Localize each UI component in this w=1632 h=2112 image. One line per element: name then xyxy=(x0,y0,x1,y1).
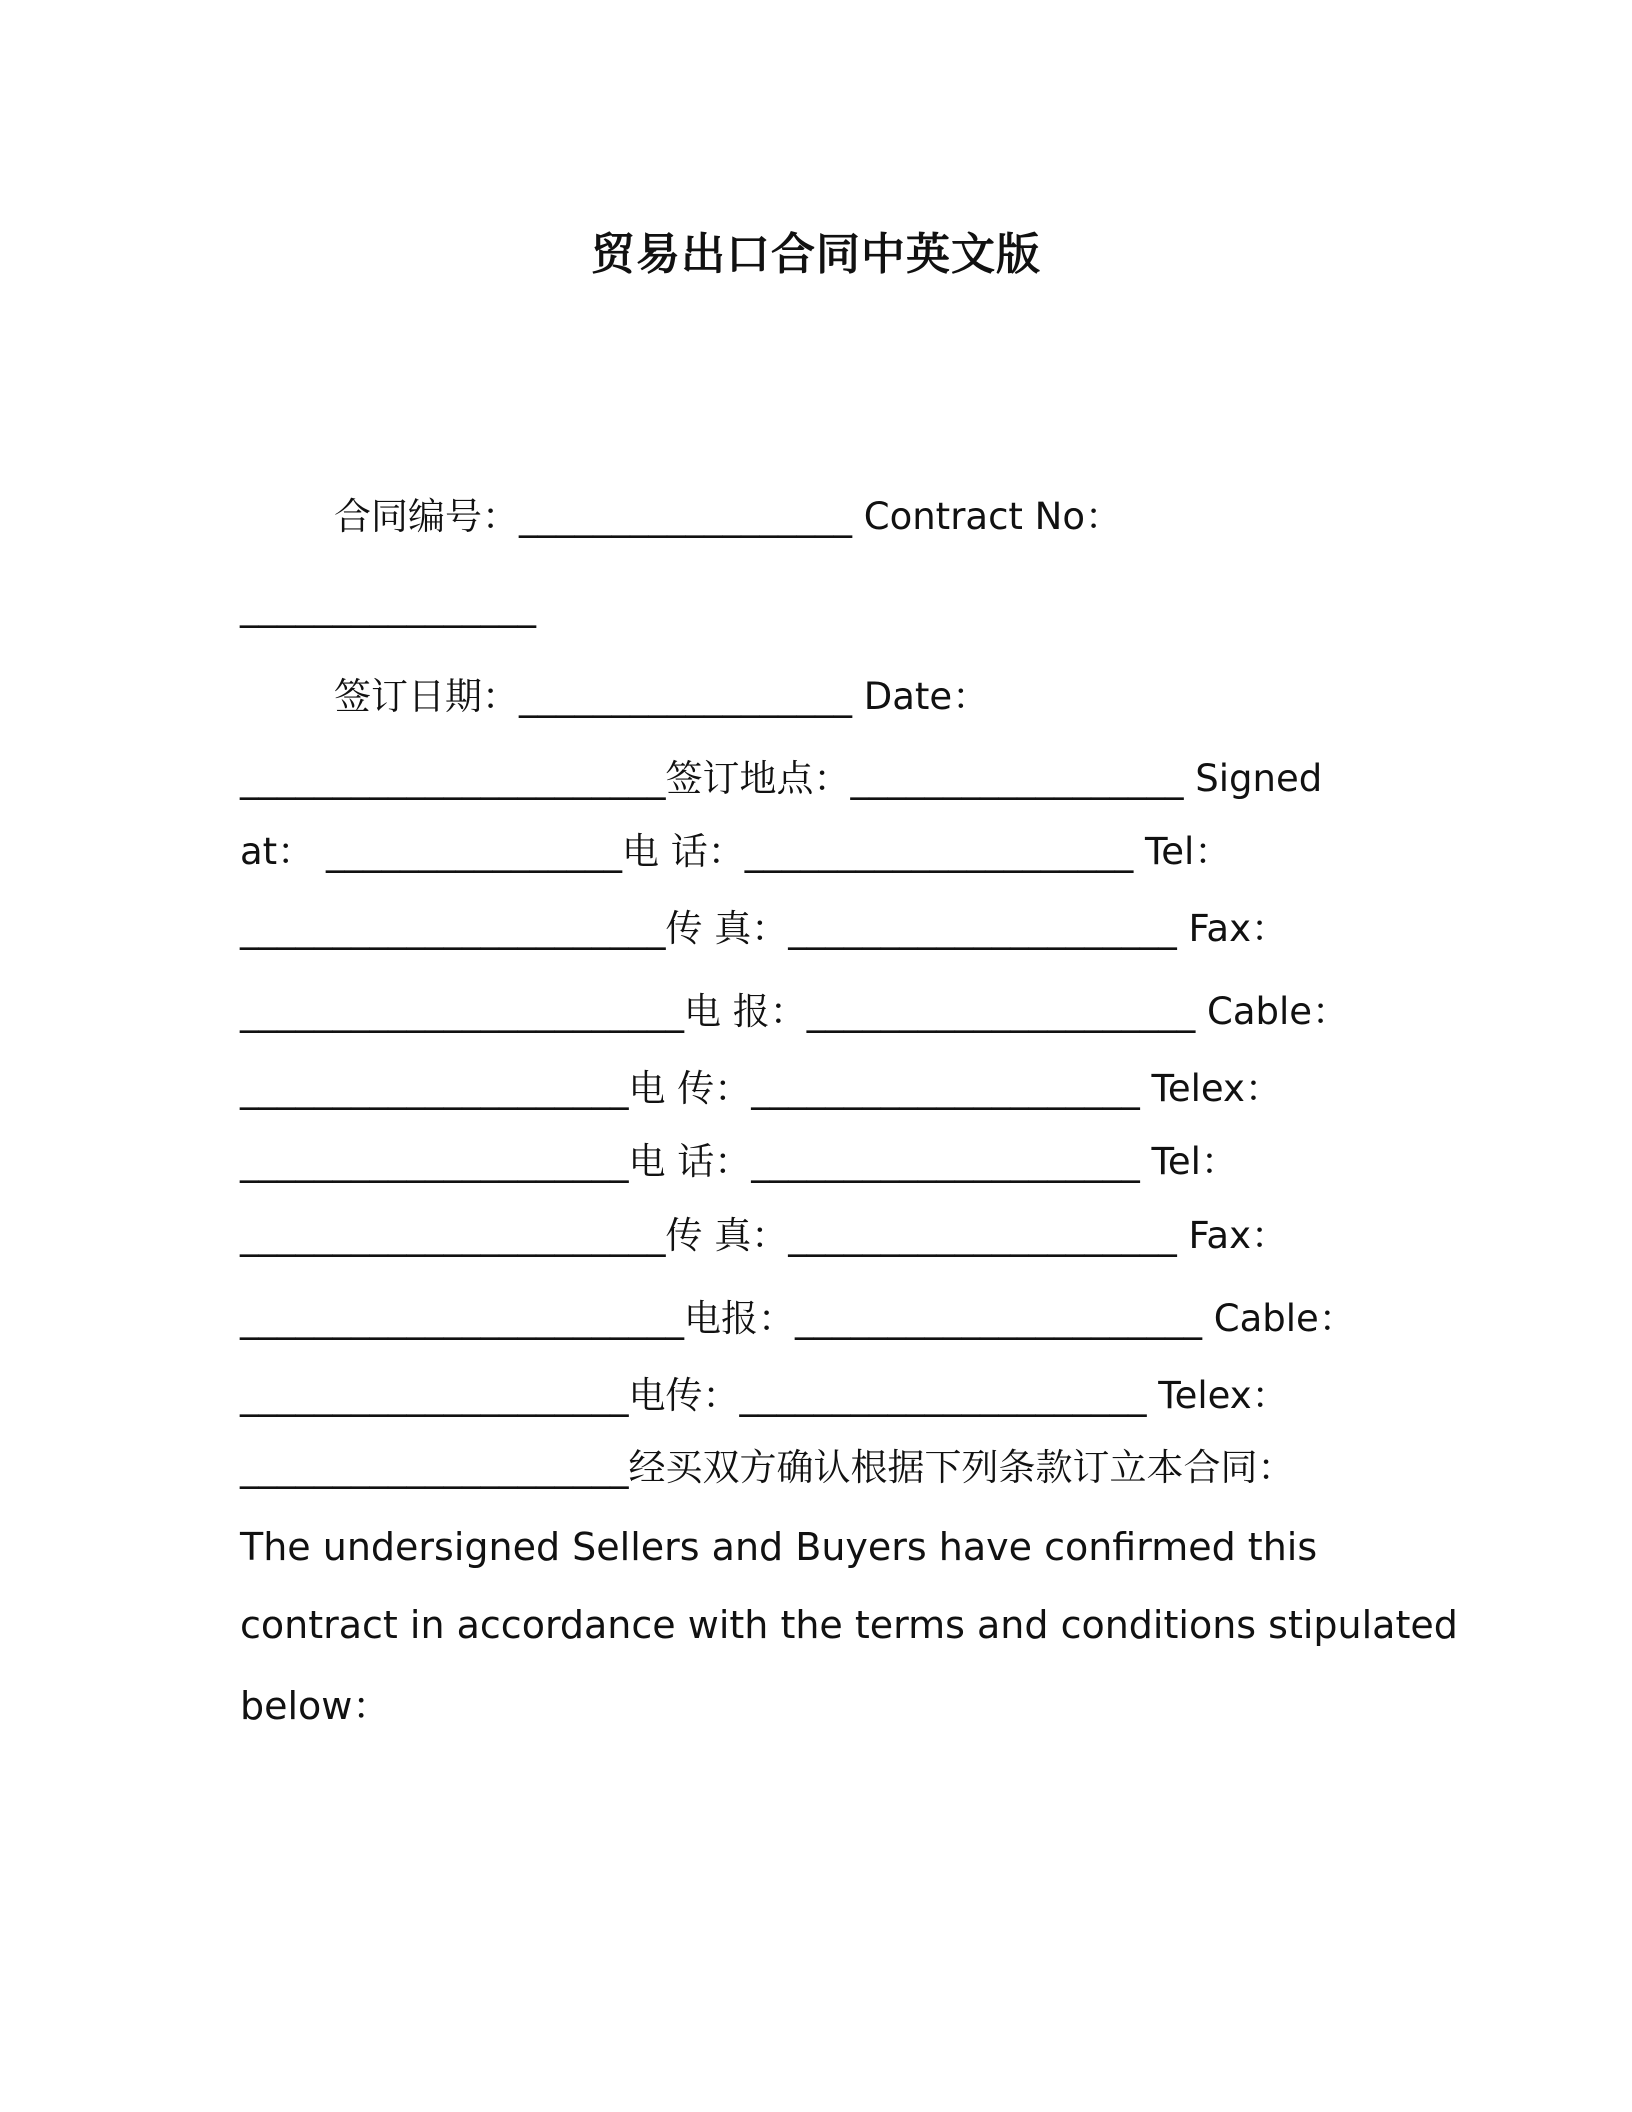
english-statement-line-2: contract in accordance with the terms and conditions stipulated xyxy=(240,1603,1458,1647)
document-title: 贸易出口合同中英文版 xyxy=(591,229,1041,280)
agreement-statement-line: _____________________经买双方确认根据下列条款订立本合同： xyxy=(240,1446,1295,1489)
buyer-fax-line: _______________________传 真：_____________________ Fax： xyxy=(240,1214,1288,1257)
seller-phone-line: at： ________________电 话：_____________________ Tel： xyxy=(240,830,1232,873)
buyer-cable-line: ________________________电报：______________________ Cable： xyxy=(240,1297,1356,1340)
signing-place-line: _______________________签订地点：__________________ Signed xyxy=(240,757,1323,800)
signing-date-line: 签订日期：__________________ Date： xyxy=(334,675,990,718)
seller-fax-line: _______________________传 真：_____________________ Fax： xyxy=(240,907,1288,950)
seller-telex-line: _____________________电 传：_____________________ Telex： xyxy=(240,1067,1282,1110)
contract-number-line: 合同编号：__________________ Contract No： xyxy=(334,495,1123,538)
buyer-telex-line: _____________________电传：______________________ Telex： xyxy=(240,1374,1289,1417)
english-statement-line-3: below： xyxy=(240,1684,391,1728)
seller-cable-line: ________________________电 报：_____________________ Cable： xyxy=(240,990,1350,1033)
buyer-phone-line: _____________________电 话：_____________________ Tel： xyxy=(240,1140,1238,1183)
english-statement-line-1: The undersigned Sellers and Buyers have confirmed this xyxy=(240,1525,1318,1569)
contract-number-blank-line: ________________ xyxy=(240,585,536,628)
